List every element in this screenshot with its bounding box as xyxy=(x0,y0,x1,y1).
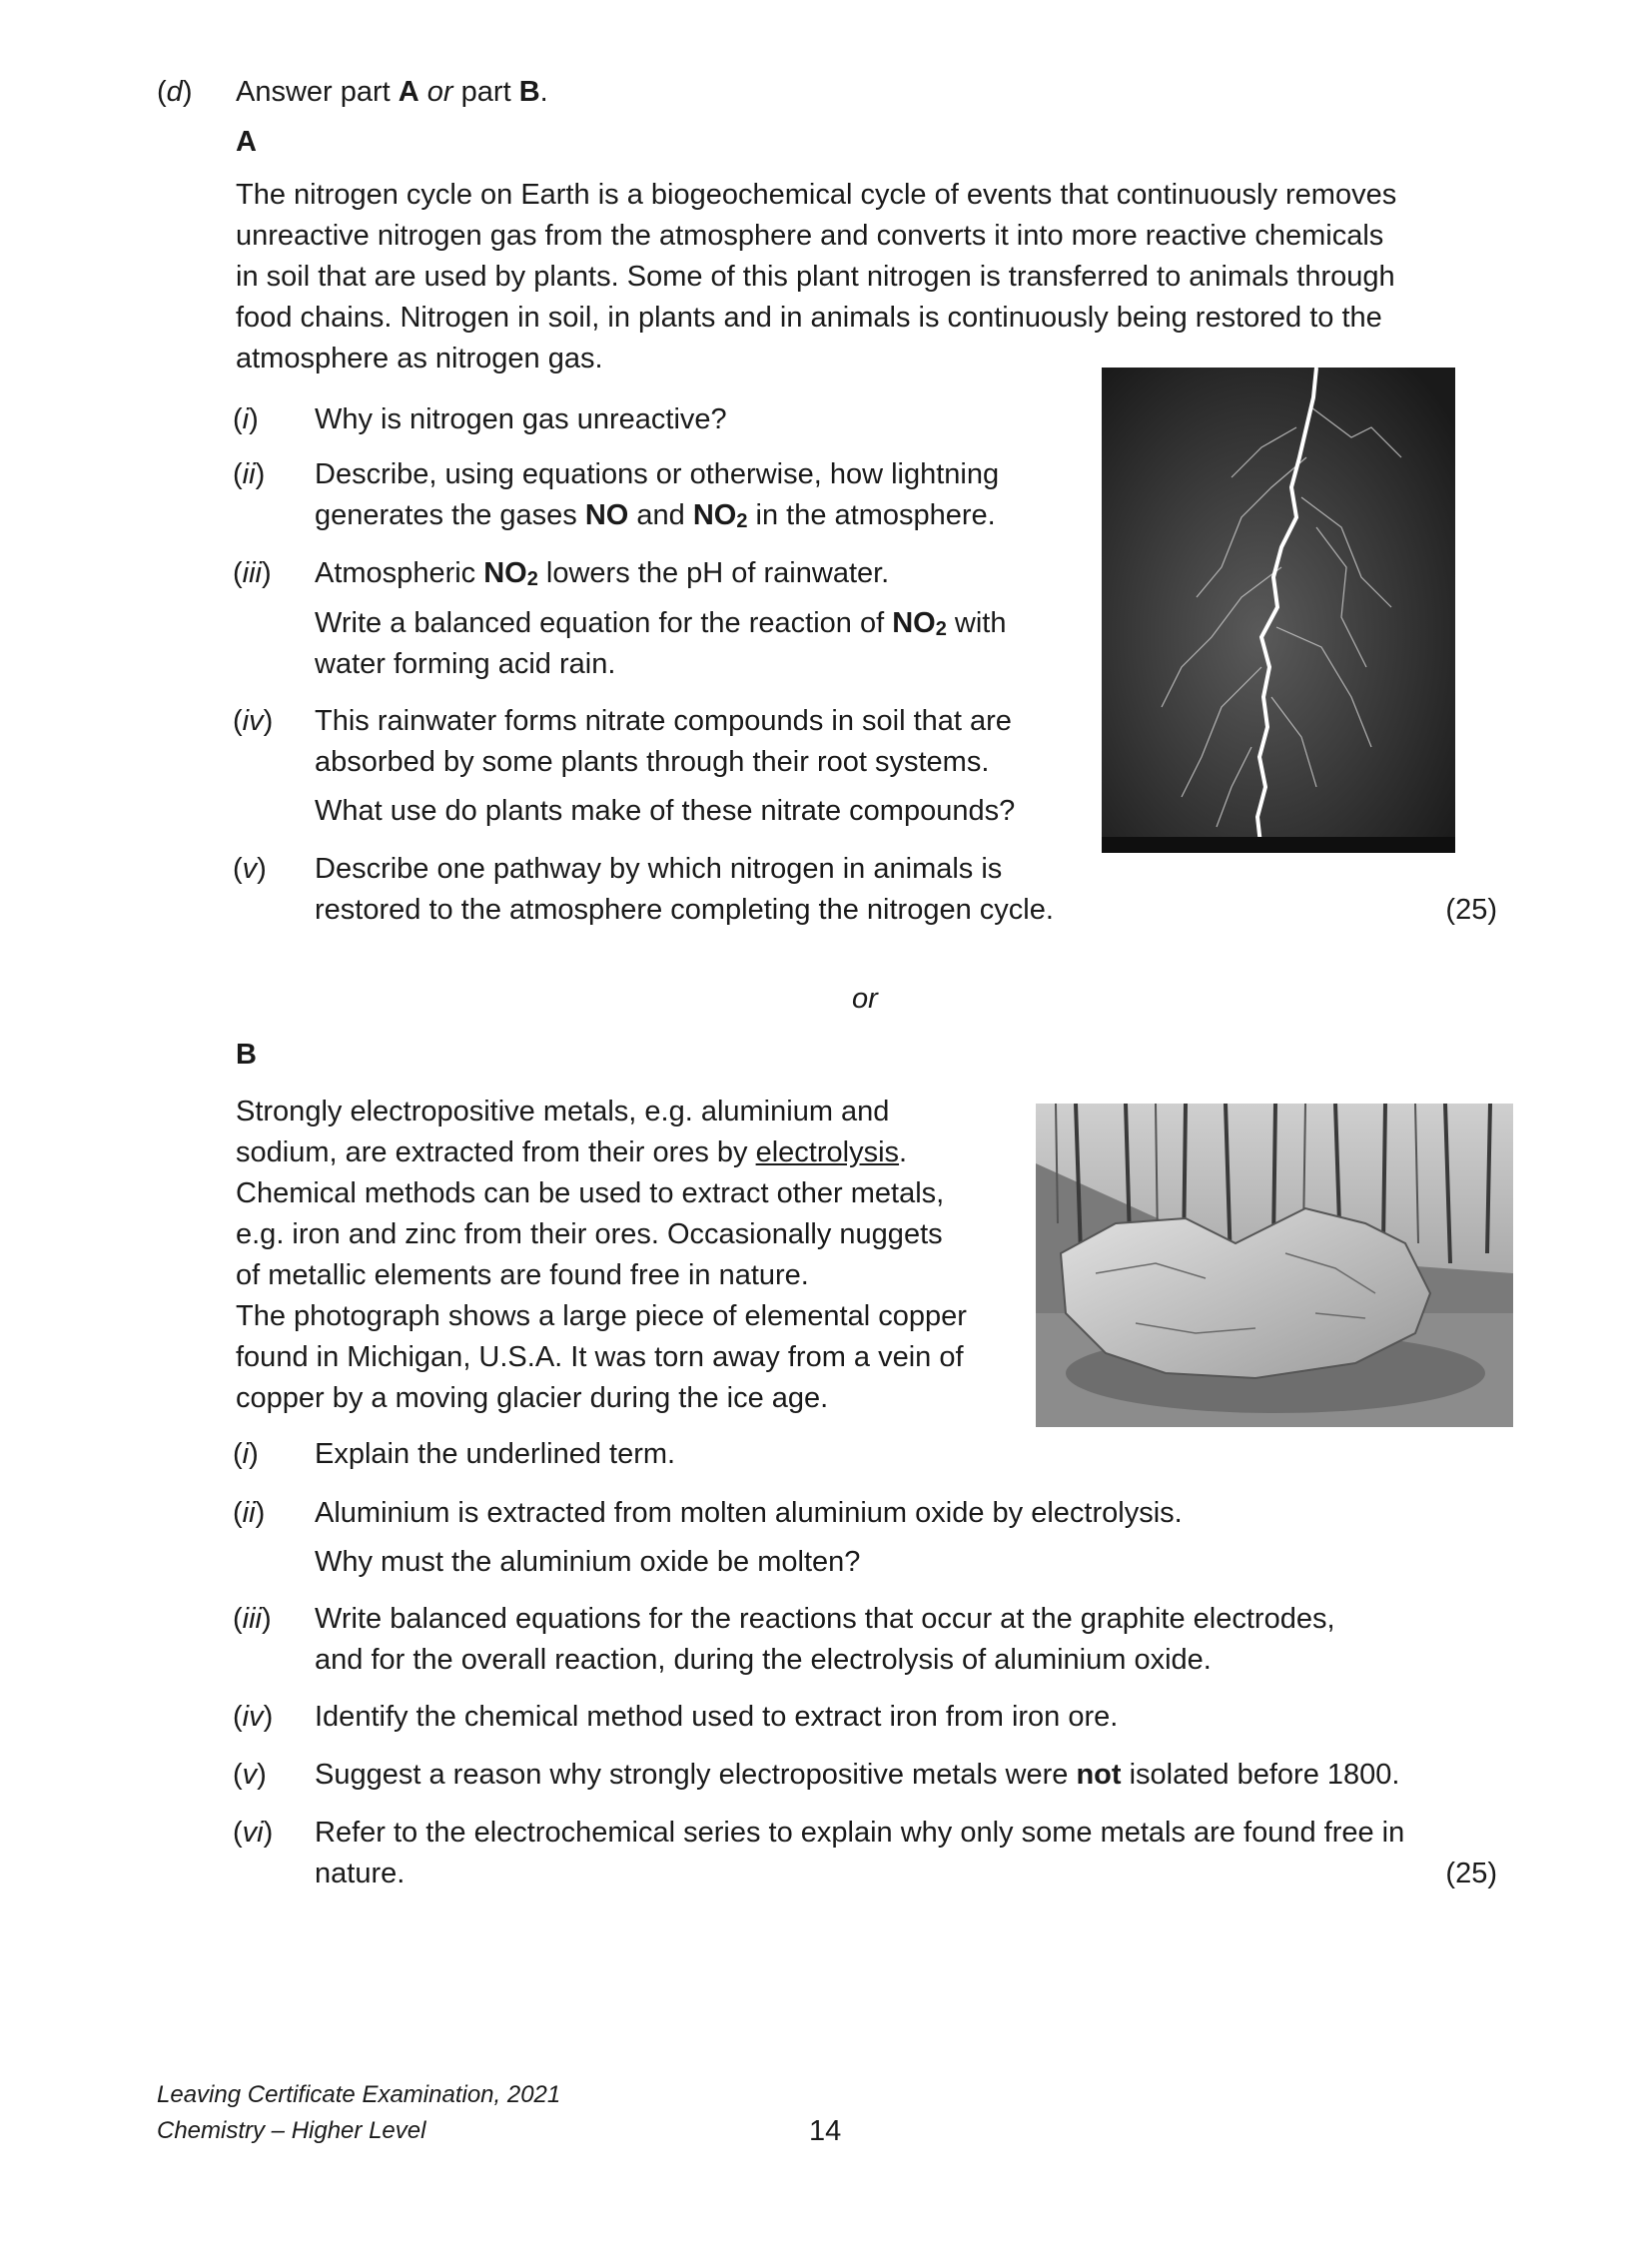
footer-subject: Chemistry – Higher Level xyxy=(157,2117,426,2144)
question-label: (i) xyxy=(233,403,259,435)
question-label: (i) xyxy=(233,1438,259,1470)
section-b-heading: B xyxy=(236,1039,257,1071)
question-label: (iv) xyxy=(233,1701,274,1733)
question-label: (ii) xyxy=(233,458,266,490)
section-a-marks: (25) xyxy=(1445,894,1497,926)
footer-exam-title: Leaving Certificate Examination, 2021 xyxy=(157,2081,561,2108)
question-label: (v) xyxy=(233,853,267,885)
question-label: (iii) xyxy=(233,1603,272,1635)
part-letter: d xyxy=(166,76,183,108)
question-label: (vi) xyxy=(233,1817,274,1849)
part-label: (d) xyxy=(157,76,193,108)
or-separator: or xyxy=(852,983,878,1015)
section-b-marks: (25) xyxy=(1445,1858,1497,1889)
instruction: Answer part A or part B. xyxy=(236,76,548,108)
question-label: (iii) xyxy=(233,557,272,589)
lightning-photo xyxy=(1102,368,1455,853)
copper-boulder-photo xyxy=(1036,1104,1513,1427)
question-label: (v) xyxy=(233,1759,267,1791)
question-label: (iv) xyxy=(233,705,274,737)
section-a-heading: A xyxy=(236,126,257,158)
page-number: 14 xyxy=(809,2115,842,2147)
question-label: (ii) xyxy=(233,1497,266,1529)
